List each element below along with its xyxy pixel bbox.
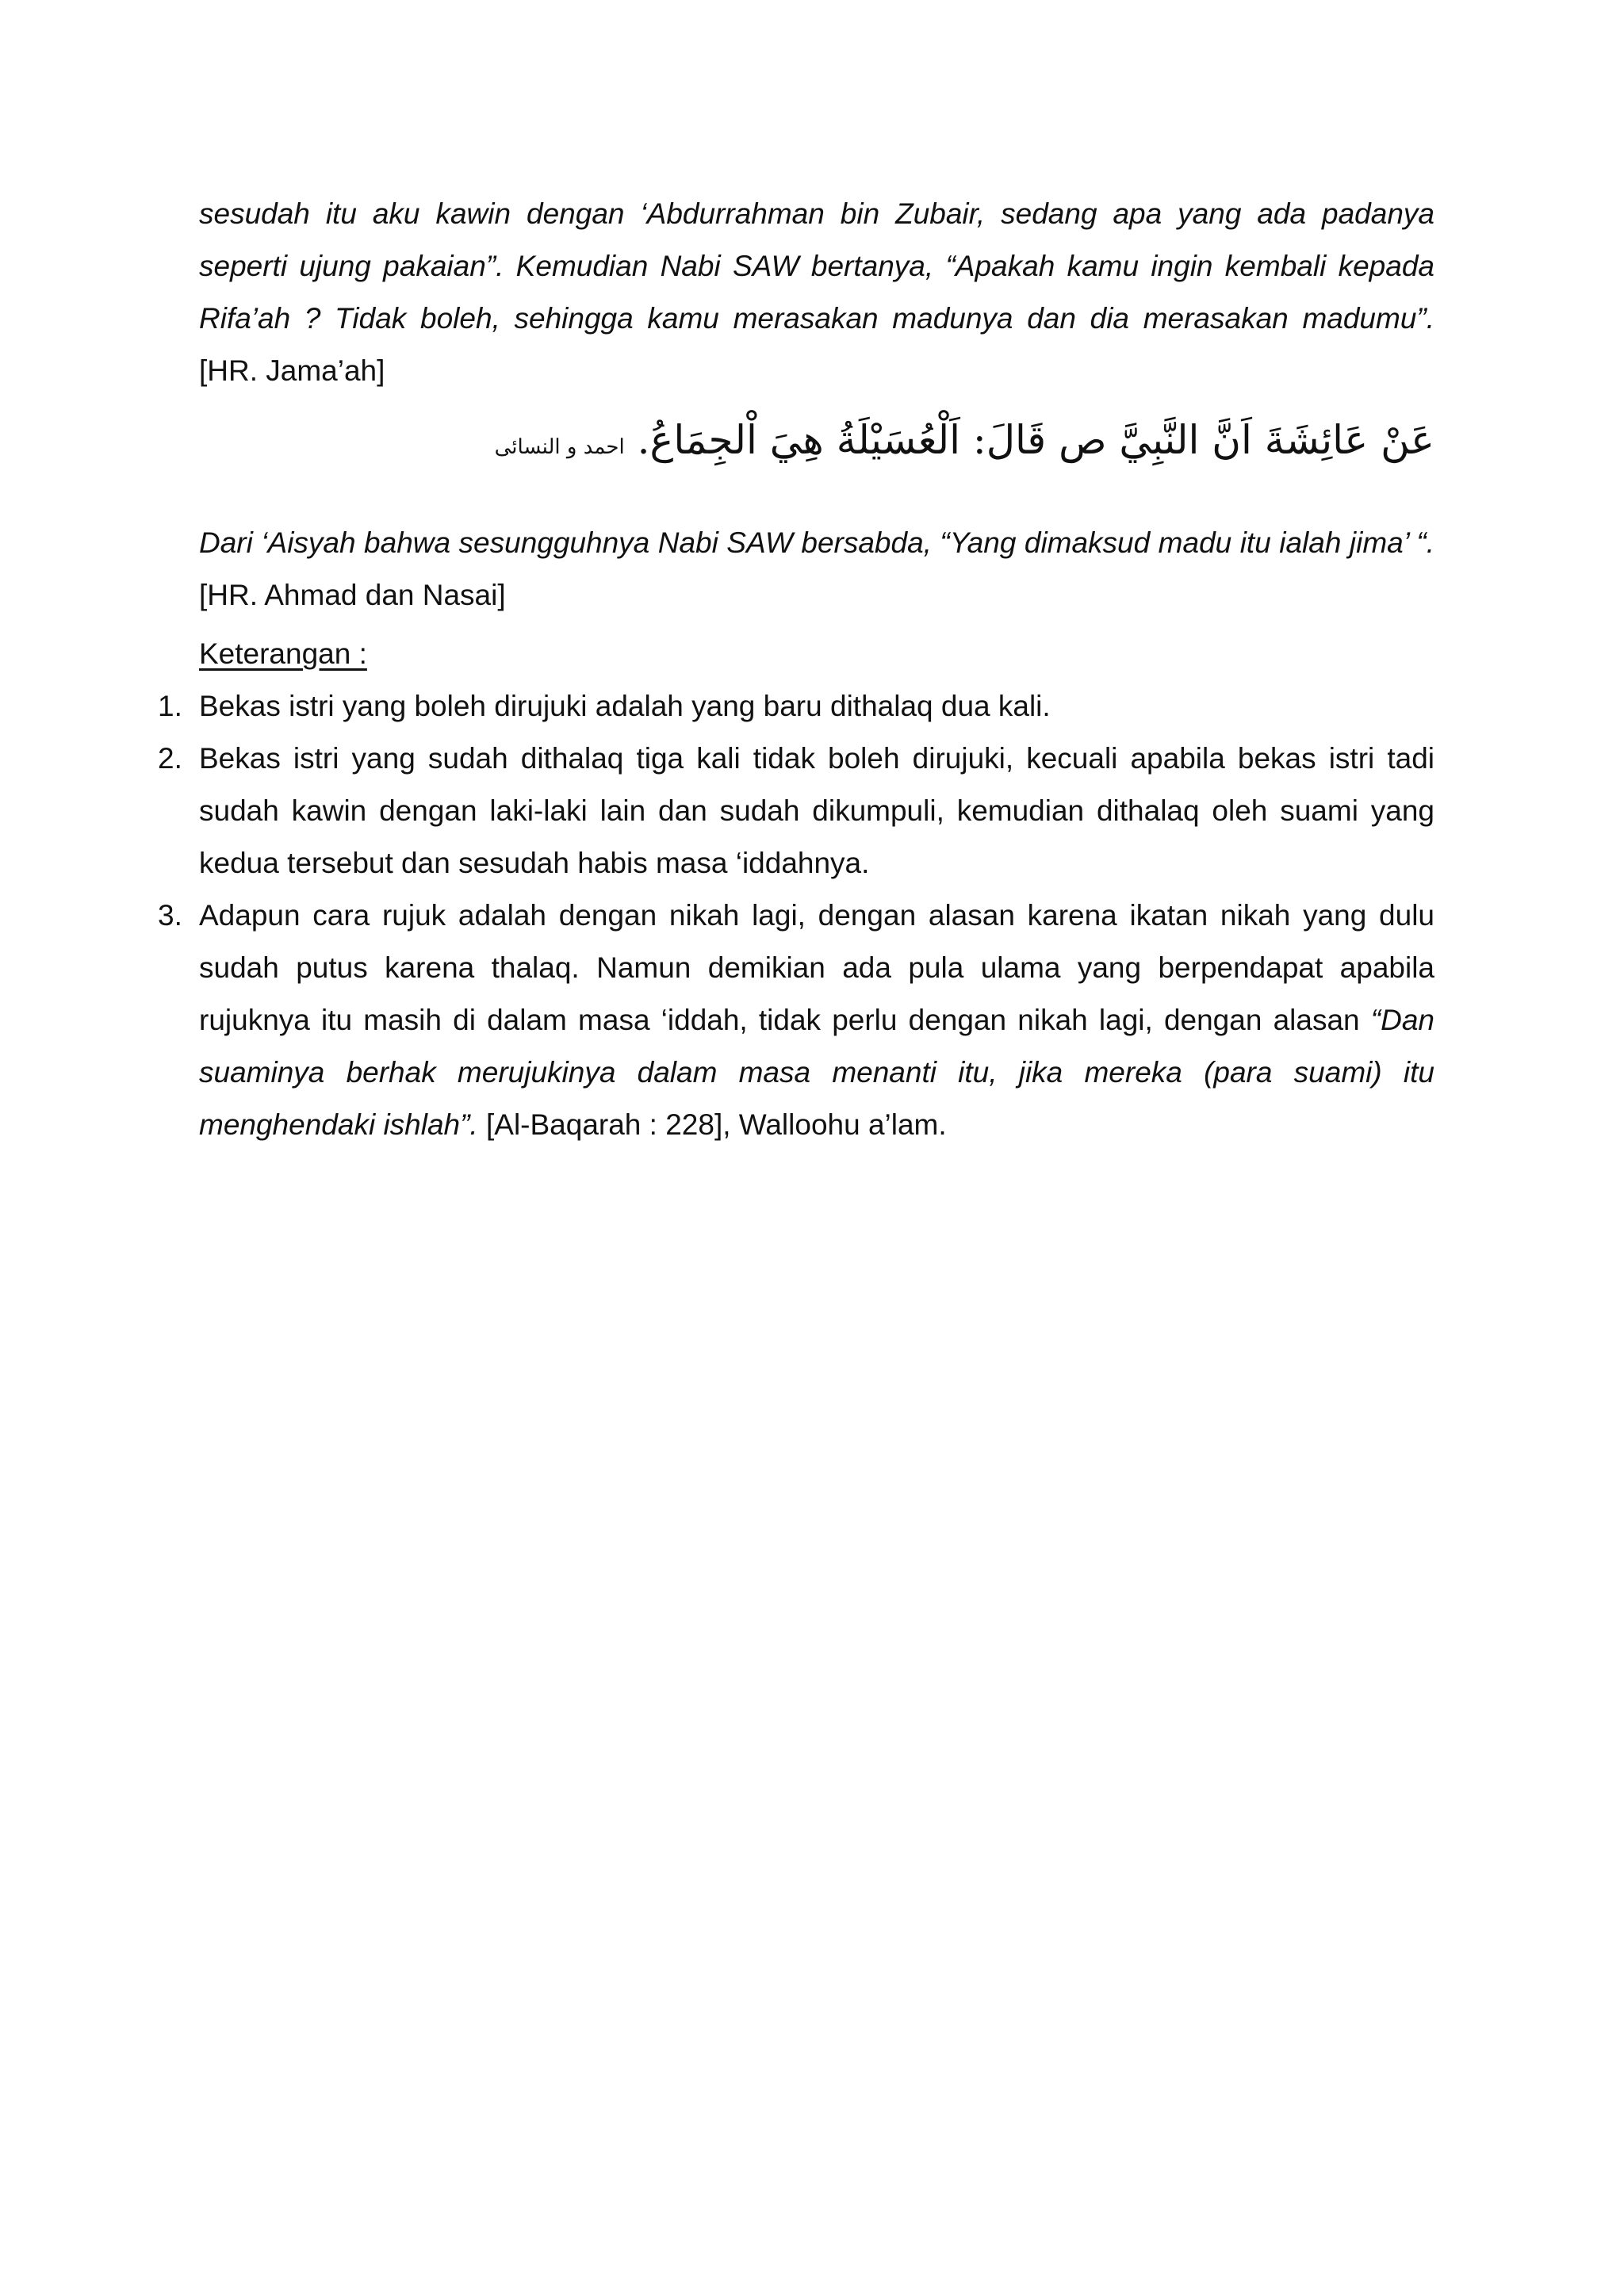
list-item-number: 2. [158, 742, 182, 775]
hadith-quote-text: sesudah itu aku kawin dengan ‘Abdurrahman bin Zubair, sedang apa yang ada padanya seperti ujung pakaian”. Kemudian Nabi SAW bertanya, “Apakah kamu ingin kembali kepada Rifa’ah ? Tidak boleh, sehingga kamu merasakan madunya dan dia merasakan madumu”. [199, 197, 1434, 335]
list-item [0, 733, 1624, 890]
list-item [0, 890, 1624, 1151]
paragraph-hadith-translation [199, 517, 1434, 622]
list-item [0, 680, 1624, 733]
list-item-number: 1. [158, 690, 182, 722]
arabic-hadith-source: احمد و النسائى [494, 435, 625, 459]
translation-quote-text: Dari ‘Aisyah bahwa sesungguhnya Nabi SAW bersabda, “Yang dimaksud madu itu ialah jima’ “. [199, 526, 1434, 559]
translation-reference: [HR. Ahmad dan Nasai] [199, 579, 506, 611]
list-item-text: Bekas istri yang sudah dithalaq tiga kali tidak boleh dirujuki, kecuali apabila bekas istri tadi sudah kawin dengan laki-laki lain dan sudah dikumpuli, kemudian dithalaq oleh suami yang kedua tersebut dan sesudah habis masa ‘iddahnya. [199, 742, 1434, 879]
paragraph-hadith-rifaah [199, 188, 1434, 397]
list-item-body [199, 890, 1434, 1151]
notes-list [0, 680, 1624, 1151]
arabic-hadith [199, 408, 1434, 479]
quran-quote-text: “Dan suaminya berhak merujukinya dalam masa menanti itu, jika mereka (para suami) itu menghendaki ishlah”. [199, 1004, 1434, 1141]
section-heading: Keterangan : [199, 637, 367, 670]
hadith-reference: [HR. Jama’ah] [199, 354, 385, 387]
list-item-text: Bekas istri yang boleh dirujuki adalah yang baru dithalaq dua kali. [199, 690, 1051, 722]
arabic-hadith-text: عَنْ عَائِشَةَ اَنَّ النَّبِيَّ ص قَالَ: اَلْعُسَيْلَةُ هِيَ اْلجِمَاعُ. [637, 417, 1434, 463]
list-item-number: 3. [158, 899, 182, 932]
list-item-text: Adapun cara rujuk adalah dengan nikah lagi, dengan alasan karena ikatan nikah yang dulu sudah putus karena thalaq. Namun demikian ada pula ulama yang berpendapat apabila rujuknya itu masih di dalam masa ‘iddah, tidak perlu dengan nikah lagi, dengan alasan [199, 899, 1434, 1036]
quran-reference: [Al-Baqarah : 228], Walloohu a’lam. [486, 1108, 947, 1141]
